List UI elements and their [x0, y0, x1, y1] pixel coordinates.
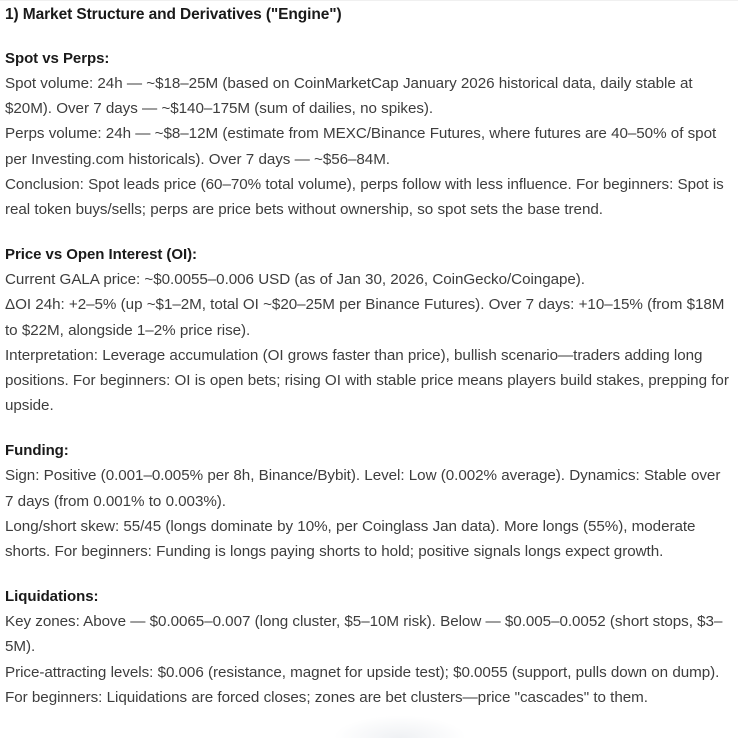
background-artifact [335, 716, 465, 738]
page-title: 1) Market Structure and Derivatives ("Engine") [5, 6, 342, 23]
paragraph: ΔOI 24h: +2–5% (up ~$1–2M, total OI ~$20–25M per Binance Futures). Over 7 days: +10–15% (from $18M to $22M, alongside 1–2% price rise). [5, 296, 725, 339]
paragraph: Sign: Positive (0.001–0.005% per 8h, Binance/Bybit). Level: Low (0.002% average). Dynamics: Stable over 7 days (from 0.001% to 0.003%). [5, 467, 721, 510]
paragraph: Spot volume: 24h — ~$18–25M (based on CoinMarketCap January 2026 historical data, daily stable at $20M). Over 7 days — ~$140–175M (sum of dailies, no spikes). [5, 75, 693, 118]
paragraph: Conclusion: Spot leads price (60–70% total volume), perps follow with less influence. For beginners: Spot is real token buys/sells; perps are price bets without ownership, so spot sets the base trend. [5, 175, 724, 219]
paragraph: Long/short skew: 55/45 (longs dominate by 10%, per Coinglass Jan data). More longs (55%), moderate shorts. For beginners: Funding is longs paying shorts to hold; positive signals longs expect growth. [5, 517, 696, 561]
paragraph: Interpretation: Leverage accumulation (OI grows faster than price), bullish scenario—traders adding long positions. For beginners: OI is open bets; rising OI with stable price means players build stakes, prepping for upside. [5, 346, 729, 415]
paragraph: Key zones: Above — $0.0065–0.007 (long cluster, $5–10M risk). Below — $0.005–0.0052 (short stops, $3–5M). [5, 613, 723, 656]
paragraph: Perps volume: 24h — ~$8–12M (estimate from MEXC/Binance Futures, where futures are 40–50% of spot per Investing.com historicals). Over 7 days — ~$56–84M. [5, 125, 717, 168]
section-liquidations [5, 584, 732, 710]
section-spot-vs-perps [5, 46, 732, 222]
document-body [5, 0, 732, 710]
paragraph: Current GALA price: ~$0.0055–0.006 USD (as of Jan 30, 2026, CoinGecko/Coingape). [5, 271, 585, 289]
section-heading: Funding: [5, 442, 69, 460]
section-heading: Price vs Open Interest (OI): [5, 246, 197, 264]
section-heading: Spot vs Perps: [5, 50, 110, 67]
section-heading: Liquidations: [5, 588, 99, 606]
section-funding [5, 438, 732, 564]
paragraph: Price-attracting levels: $0.006 (resistance, magnet for upside test); $0.0055 (support, pulls down on dump). For beginners: Liquidations are forced closes; zones are bet clusters—price "cascades" to them. [5, 663, 720, 706]
section-price-vs-open-interest [5, 242, 732, 418]
